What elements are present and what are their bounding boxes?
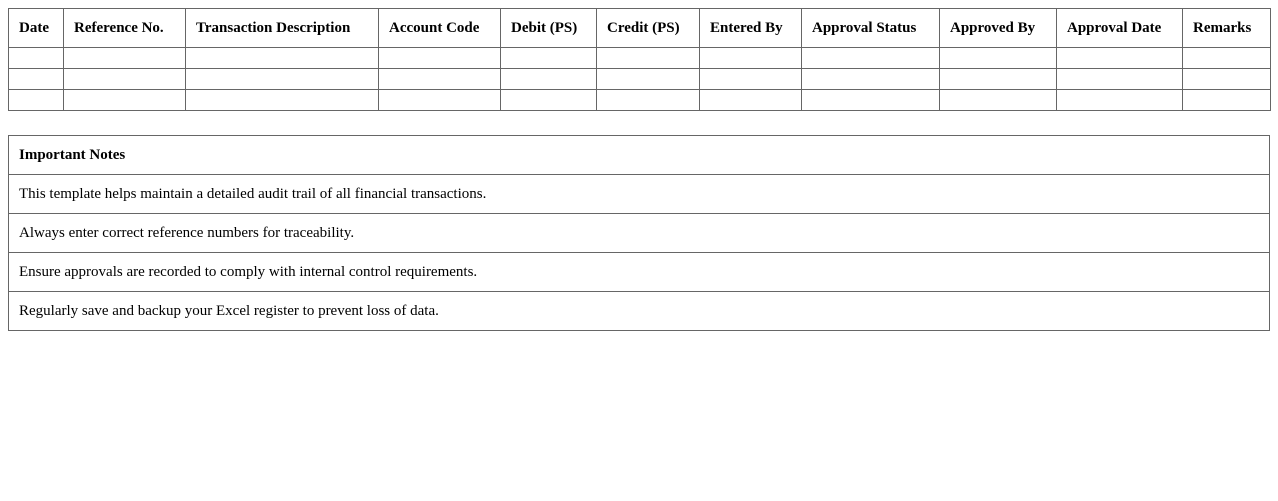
- table-cell[interactable]: [700, 48, 802, 69]
- table-cell[interactable]: [64, 48, 186, 69]
- table-cell[interactable]: [186, 48, 379, 69]
- table-row: [9, 69, 1271, 90]
- table-row: [9, 48, 1271, 69]
- table-cell[interactable]: [700, 69, 802, 90]
- table-cell[interactable]: [186, 69, 379, 90]
- table-cell[interactable]: [9, 48, 64, 69]
- table-cell[interactable]: [379, 48, 501, 69]
- table-row: [9, 90, 1271, 111]
- table-cell[interactable]: [64, 90, 186, 111]
- header-remarks: Remarks: [1183, 9, 1271, 48]
- note-text: Ensure approvals are recorded to comply with internal control requirements.: [9, 253, 1270, 292]
- table-cell[interactable]: [802, 90, 940, 111]
- table-cell[interactable]: [64, 69, 186, 90]
- table-cell[interactable]: [186, 90, 379, 111]
- table-cell[interactable]: [1183, 48, 1271, 69]
- table-cell[interactable]: [940, 69, 1057, 90]
- table-cell[interactable]: [700, 90, 802, 111]
- header-transaction-description: Transaction Description: [186, 9, 379, 48]
- note-row: [9, 175, 1270, 214]
- table-cell[interactable]: [597, 90, 700, 111]
- table-cell[interactable]: [1057, 69, 1183, 90]
- header-credit: Credit (PS): [597, 9, 700, 48]
- header-approved-by: Approved By: [940, 9, 1057, 48]
- header-account-code: Account Code: [379, 9, 501, 48]
- header-approval-status: Approval Status: [802, 9, 940, 48]
- table-cell[interactable]: [940, 48, 1057, 69]
- register-header-row: [9, 9, 1271, 48]
- transaction-register-table: [8, 8, 1271, 111]
- table-cell[interactable]: [379, 69, 501, 90]
- header-entered-by: Entered By: [700, 9, 802, 48]
- header-date: Date: [9, 9, 64, 48]
- header-reference-no: Reference No.: [64, 9, 186, 48]
- table-cell[interactable]: [802, 69, 940, 90]
- table-cell[interactable]: [1183, 90, 1271, 111]
- table-cell[interactable]: [379, 90, 501, 111]
- table-cell[interactable]: [1057, 90, 1183, 111]
- note-row: [9, 292, 1270, 331]
- notes-heading-row: [9, 136, 1270, 175]
- table-cell[interactable]: [9, 69, 64, 90]
- table-cell[interactable]: [501, 90, 597, 111]
- table-cell[interactable]: [9, 90, 64, 111]
- note-text: This template helps maintain a detailed audit trail of all financial transactions.: [9, 175, 1270, 214]
- table-cell[interactable]: [940, 90, 1057, 111]
- note-row: [9, 214, 1270, 253]
- table-cell[interactable]: [1057, 48, 1183, 69]
- table-cell[interactable]: [597, 69, 700, 90]
- notes-heading: Important Notes: [9, 136, 1270, 175]
- note-row: [9, 253, 1270, 292]
- header-debit: Debit (PS): [501, 9, 597, 48]
- table-cell[interactable]: [501, 48, 597, 69]
- header-approval-date: Approval Date: [1057, 9, 1183, 48]
- important-notes-table: [8, 135, 1270, 331]
- note-text: Always enter correct reference numbers for traceability.: [9, 214, 1270, 253]
- table-cell[interactable]: [1183, 69, 1271, 90]
- table-cell[interactable]: [802, 48, 940, 69]
- table-cell[interactable]: [501, 69, 597, 90]
- note-text: Regularly save and backup your Excel register to prevent loss of data.: [9, 292, 1270, 331]
- table-cell[interactable]: [597, 48, 700, 69]
